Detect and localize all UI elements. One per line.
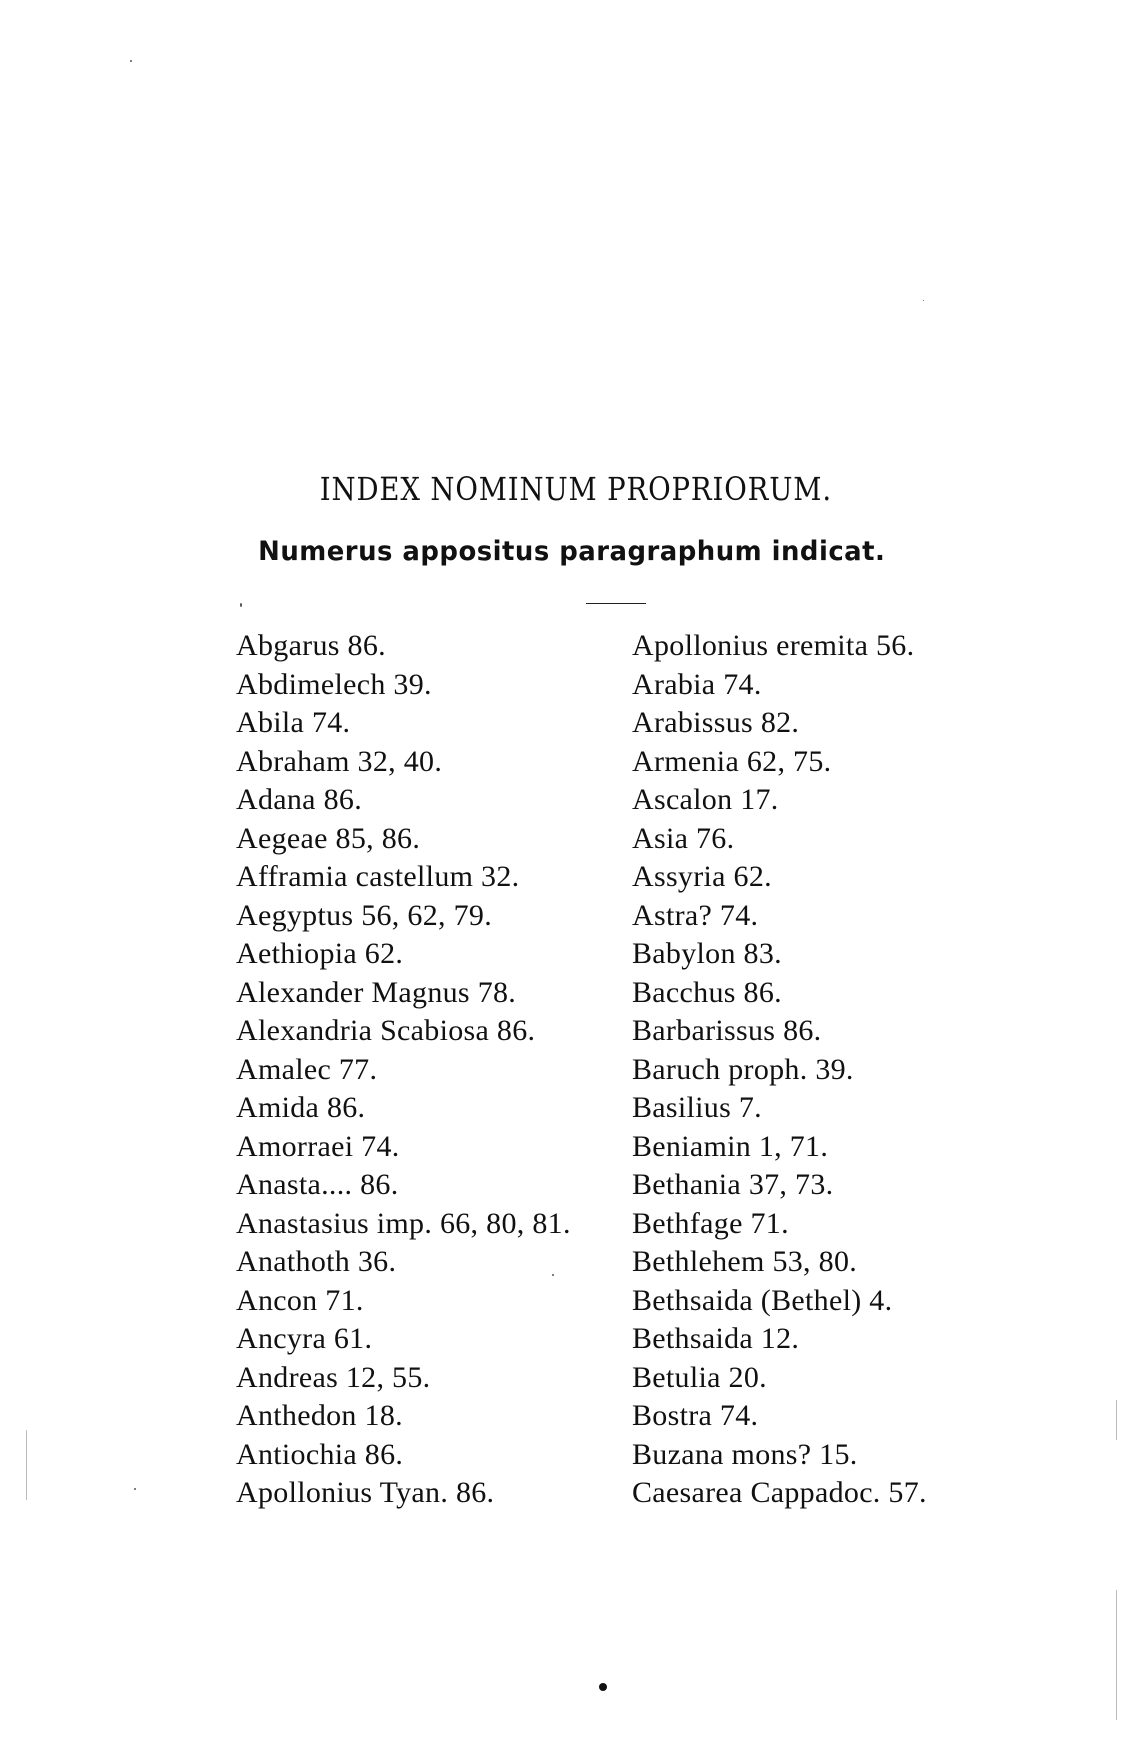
index-entry: Afframia castellum 32. <box>236 860 520 893</box>
speck <box>240 603 242 607</box>
margin-line <box>1116 1400 1117 1440</box>
index-entry: Adana 86. <box>236 783 362 816</box>
index-entry: Asia 76. <box>632 821 735 855</box>
speck <box>923 300 924 301</box>
page-title: INDEX NOMINUM PROPRIORUM. <box>319 470 832 508</box>
index-entry: Aethiopia 62. <box>236 937 404 970</box>
speck <box>552 1274 554 1276</box>
index-entry: Ancon 71. <box>236 1283 364 1317</box>
index-entry: Buzana mons? 15. <box>632 1437 858 1471</box>
margin-line <box>1116 1590 1117 1720</box>
index-entry: Bethania 37, 73. <box>632 1168 834 1201</box>
page-subtitle: Numerus appositus paragraphum indicat. <box>258 536 886 567</box>
index-entry: Abdimelech 39. <box>236 667 432 701</box>
index-entry: Anthedon 18. <box>236 1399 403 1432</box>
index-entry: Amida 86. <box>236 1091 366 1124</box>
index-entry: Basilius 7. <box>632 1091 762 1124</box>
index-entry: Arabia 74. <box>632 667 762 701</box>
index-entry: Caesarea Cappadoc. 57. <box>632 1476 927 1509</box>
index-entry: Anasta.... 86. <box>236 1168 399 1201</box>
index-entry: Anastasius imp. 66, 80, 81. <box>236 1206 571 1240</box>
speck <box>130 60 132 62</box>
index-entry: Apollonius Tyan. 86. <box>236 1476 495 1509</box>
index-entry: Anathoth 36. <box>236 1245 397 1278</box>
index-entry: Antiochia 86. <box>236 1437 404 1471</box>
index-entry: Aegeae 85, 86. <box>236 821 421 855</box>
index-entry: Amalec 77. <box>236 1052 378 1086</box>
index-entry: Bethlehem 53, 80. <box>632 1245 858 1278</box>
index-entry: Beniamin 1, 71. <box>632 1129 829 1163</box>
index-entry: Baruch proph. 39. <box>632 1052 854 1086</box>
index-entry: Alexandria Scabiosa 86. <box>236 1014 536 1047</box>
index-entry: Amorraei 74. <box>236 1129 400 1163</box>
margin-line <box>26 1430 27 1500</box>
index-entry: Ancyra 61. <box>236 1322 373 1355</box>
index-entry: Abraham 32, 40. <box>236 744 443 778</box>
index-entry: Ascalon 17. <box>632 783 779 816</box>
index-entry: Bacchus 86. <box>632 975 782 1009</box>
index-entry: Andreas 12, 55. <box>236 1360 431 1394</box>
index-entry: Aegyptus 56, 62, 79. <box>236 898 492 932</box>
speck <box>134 1488 136 1490</box>
index-entry: Babylon 83. <box>632 937 782 970</box>
index-entry: Betulia 20. <box>632 1360 767 1394</box>
divider-rule <box>586 603 646 604</box>
index-entry: Bethsaida (Bethel) 4. <box>632 1283 893 1317</box>
index-entry: Alexander Magnus 78. <box>236 975 517 1009</box>
index-entry: Bostra 74. <box>632 1399 759 1432</box>
index-entry: Armenia 62, 75. <box>632 744 832 778</box>
page-bullet <box>599 1683 607 1691</box>
index-entry: Apollonius eremita 56. <box>632 629 915 662</box>
index-entry: Astra? 74. <box>632 898 759 932</box>
index-entry: Assyria 62. <box>632 860 772 893</box>
index-entry: Barbarissus 86. <box>632 1014 822 1047</box>
index-entry: Abila 74. <box>236 706 351 739</box>
index-column-left <box>236 627 571 1513</box>
index-entry: Bethsaida 12. <box>632 1322 800 1355</box>
index-entry: Arabissus 82. <box>632 706 800 739</box>
index-entry: Abgarus 86. <box>236 629 386 662</box>
index-column-right <box>632 627 927 1513</box>
index-entry: Bethfage 71. <box>632 1206 789 1240</box>
